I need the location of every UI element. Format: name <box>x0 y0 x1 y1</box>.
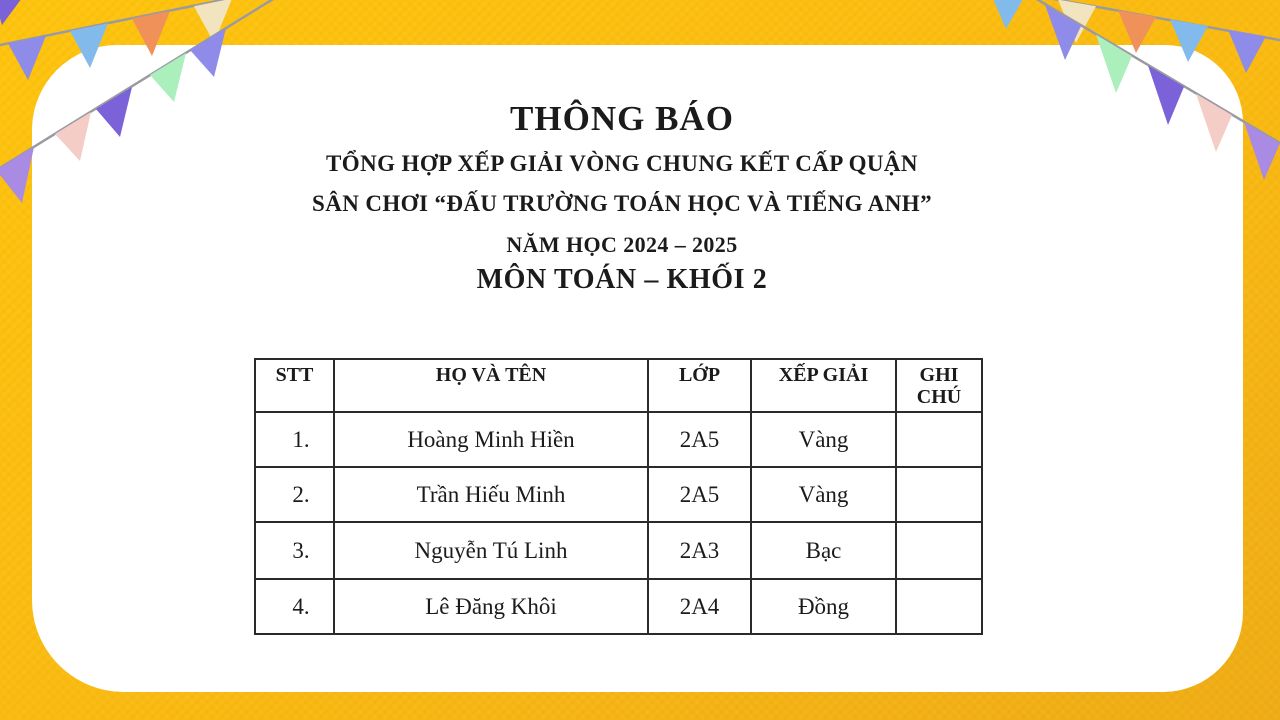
cell-name: Trần Hiếu Minh <box>334 467 648 522</box>
cell-class: 2A4 <box>648 579 751 634</box>
doc-subject-grade: MÔN TOÁN – KHỐI 2 <box>476 264 768 295</box>
cell-stt: 4. <box>255 579 334 634</box>
flag <box>1058 0 1096 43</box>
bunting-string <box>960 0 1280 41</box>
flag <box>194 0 232 43</box>
announcement-document <box>32 45 1243 692</box>
cell-award: Vàng <box>751 412 896 467</box>
doc-school-year: NĂM HỌC 2024 – 2025 <box>506 232 738 257</box>
flag <box>988 0 1026 29</box>
doc-subtitle-playground: SÂN CHƠI “ĐẤU TRƯỜNG TOÁN HỌC VÀ TIẾNG ANH” <box>312 191 932 216</box>
cell-class: 2A5 <box>648 467 751 522</box>
table-row <box>255 522 982 579</box>
results-table <box>254 358 983 635</box>
table-row <box>255 412 982 467</box>
header-cell-class: LỚP <box>648 359 751 412</box>
header-cell-note: GHI CHÚ <box>896 359 982 412</box>
flag <box>0 0 22 25</box>
cell-stt: 3. <box>255 522 334 579</box>
cell-name: Lê Đăng Khôi <box>334 579 648 634</box>
cell-note <box>896 579 982 634</box>
table-row <box>255 467 982 522</box>
cell-award: Đồng <box>751 579 896 634</box>
cell-award: Bạc <box>751 522 896 579</box>
cell-award: Vàng <box>751 467 896 522</box>
cell-name: Hoàng Minh Hiền <box>334 412 648 467</box>
page-title: THÔNG BÁO <box>510 99 734 138</box>
doc-subtitle-results: TỔNG HỢP XẾP GIẢI VÒNG CHUNG KẾT CẤP QUẬN <box>326 151 918 176</box>
table-header-row <box>255 359 982 412</box>
cell-stt: 2. <box>255 467 334 522</box>
header-cell-name: HỌ VÀ TÊN <box>334 359 648 412</box>
cell-stt: 1. <box>255 412 334 467</box>
bunting-string <box>0 0 252 47</box>
header-cell-stt: STT <box>255 359 334 412</box>
header-cell-award: XẾP GIẢI <box>751 359 896 412</box>
cell-note <box>896 412 982 467</box>
flag <box>1244 122 1280 180</box>
cell-note <box>896 467 982 522</box>
cell-note <box>896 522 982 579</box>
cell-class: 2A5 <box>648 412 751 467</box>
table-row <box>255 579 982 634</box>
cell-class: 2A3 <box>648 522 751 579</box>
cell-name: Nguyễn Tú Linh <box>334 522 648 579</box>
